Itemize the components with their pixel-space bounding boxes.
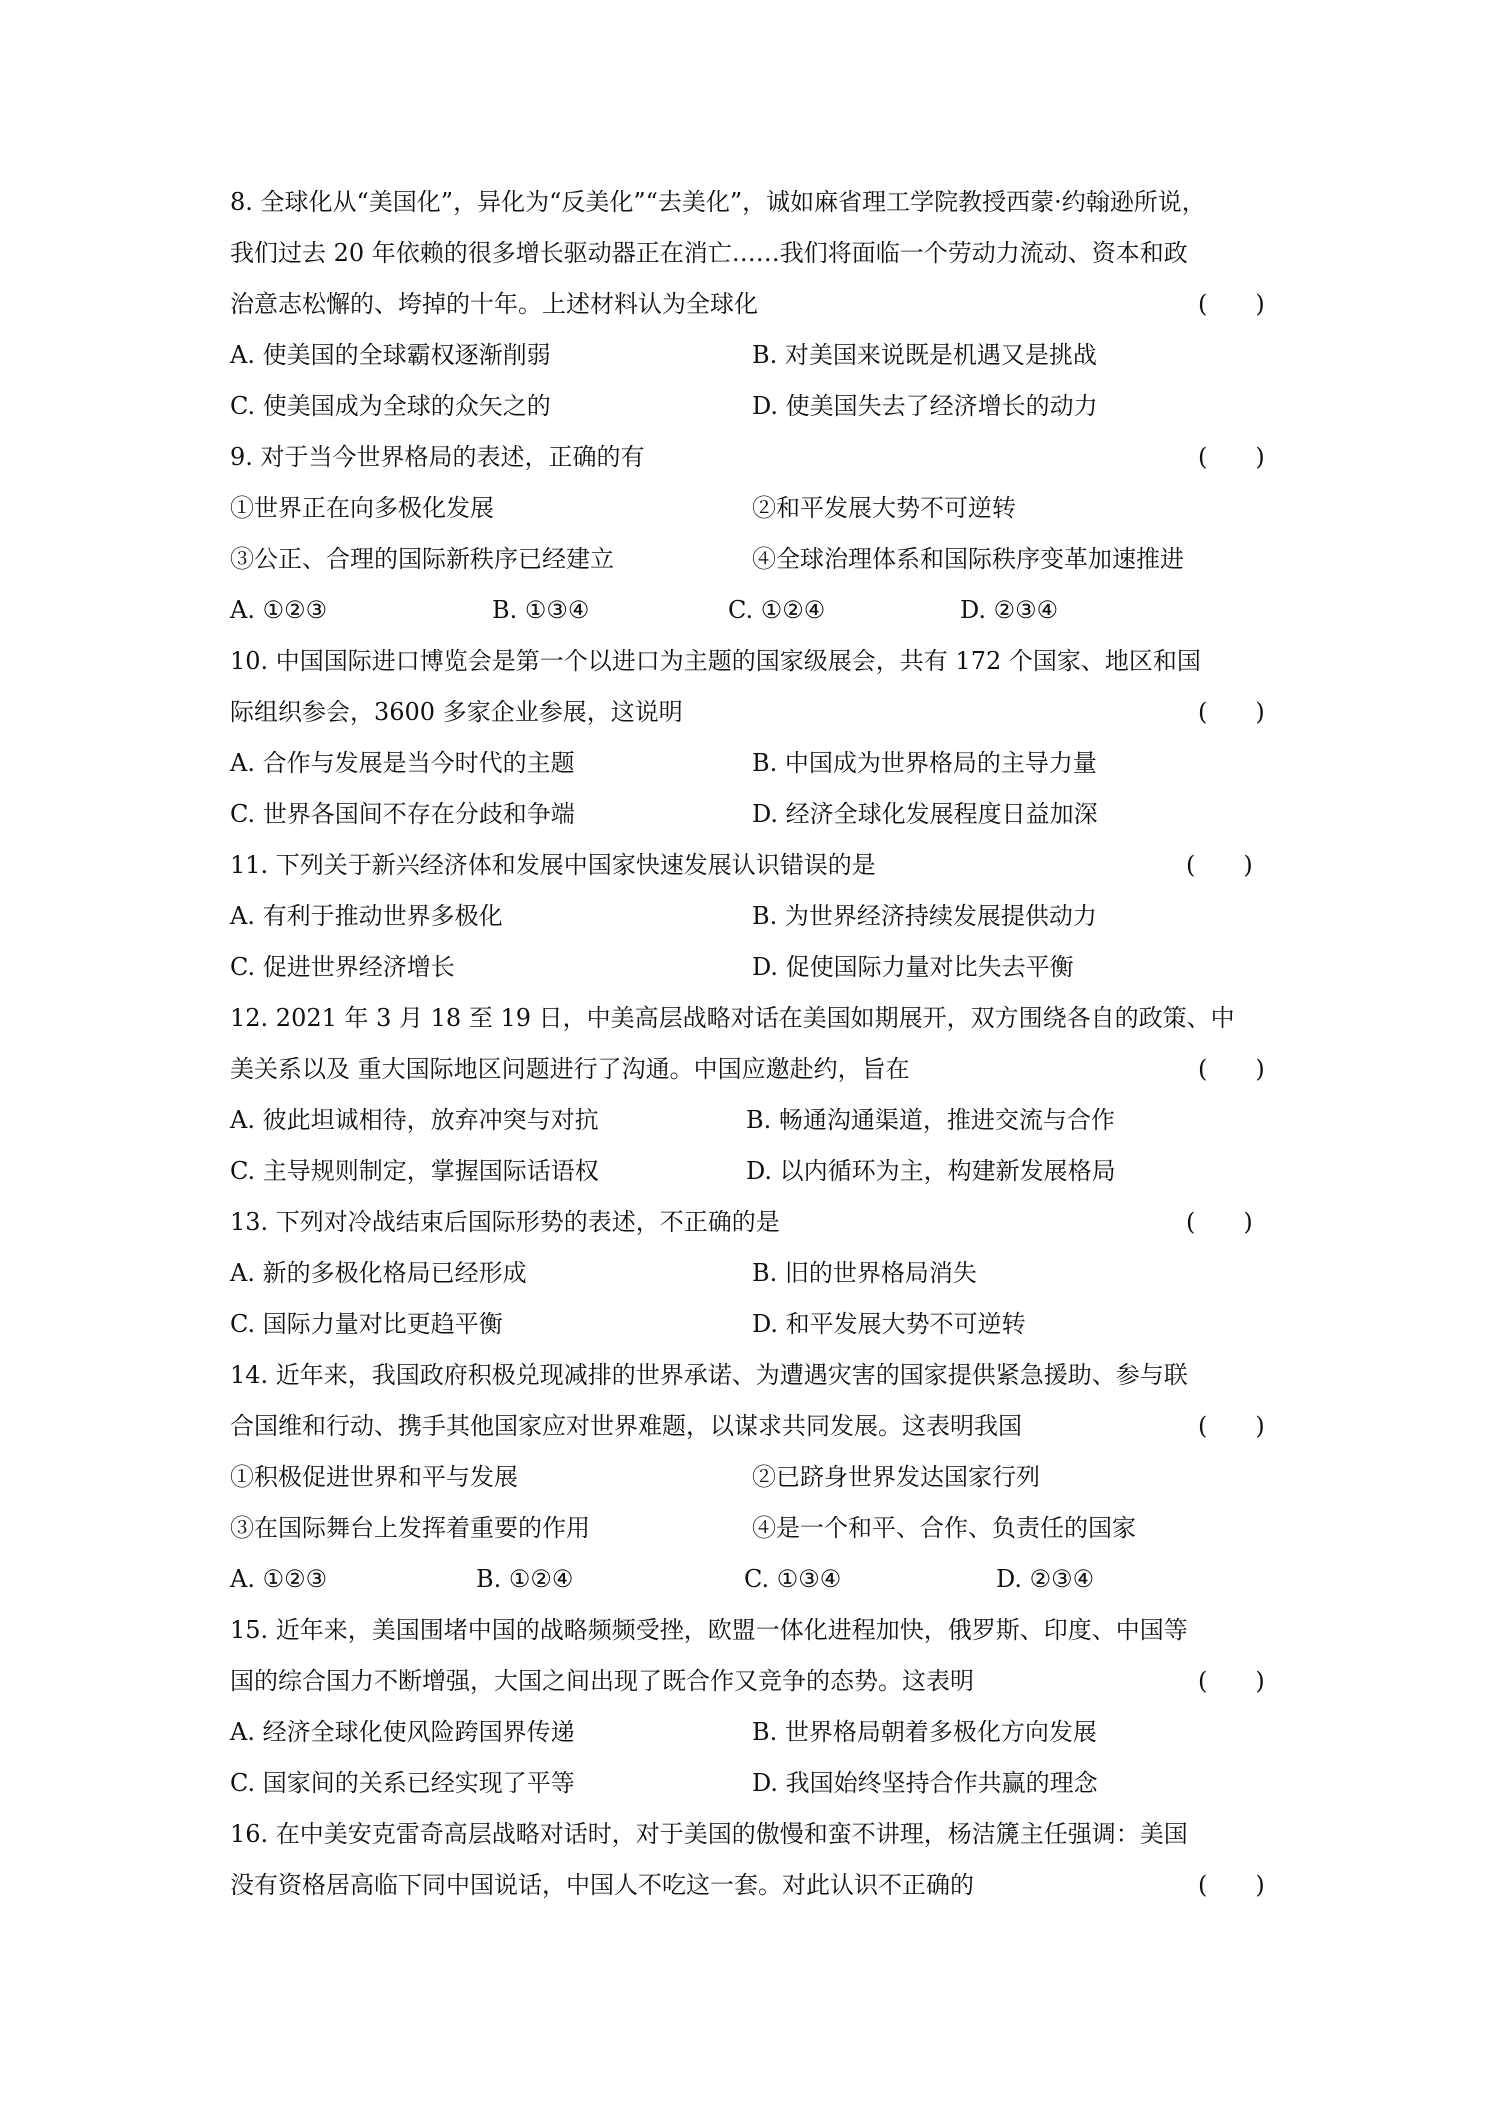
option-a: A. 有利于推动世界多极化 <box>230 902 503 930</box>
question-stem-line: 16. 在中美安克雷奇高层战略对话时，对于美国的傲慢和蛮不讲理，杨洁篪主任强调：美国 <box>230 1820 1188 1848</box>
option-row <box>230 1248 1270 1299</box>
question-13 <box>230 1197 1270 1350</box>
question-stem-line: 14. 近年来，我国政府积极兑现减排的世界承诺、为遭遇灾害的国家提供紧急援助、参与联 <box>230 1361 1188 1389</box>
question-stem-text: 9. 对于当今世界格局的表述，正确的有 <box>230 443 645 471</box>
option-row <box>230 1299 1270 1350</box>
option-a: A. 经济全球化使风险跨国界传递 <box>230 1718 575 1746</box>
option-c: C. 使美国成为全球的众矢之的 <box>230 392 551 420</box>
option-a: A. 使美国的全球霸权逐渐削弱 <box>230 341 551 369</box>
option-b: B. 中国成为世界格局的主导力量 <box>752 749 1097 777</box>
question-11 <box>230 840 1270 993</box>
statement-row <box>230 1452 1270 1503</box>
answer-blank: ( ) <box>1198 1667 1265 1695</box>
question-stem-text: 合国维和行动、携手其他国家应对世界难题，以谋求共同发展。这表明我国 <box>230 1412 1022 1440</box>
answer-blank: ( ) <box>1198 1871 1265 1899</box>
option-row <box>230 1146 1270 1197</box>
option-row <box>230 942 1270 993</box>
question-stem-line: 8. 全球化从“美国化”，异化为“反美化”“去美化”，诚如麻省理工学院教授西蒙·约翰逊所说， <box>230 188 1206 216</box>
option-row <box>230 891 1270 942</box>
option-a: A. ①②③ <box>230 1565 328 1593</box>
option-d: D. 经济全球化发展程度日益加深 <box>752 800 1098 828</box>
statement-1: ①世界正在向多极化发展 <box>230 494 494 522</box>
option-c: C. 主导规则制定，掌握国际话语权 <box>230 1157 599 1185</box>
option-b: B. 为世界经济持续发展提供动力 <box>752 902 1097 930</box>
question-stem-line <box>230 1197 1270 1248</box>
option-b: B. 对美国来说既是机遇又是挑战 <box>752 341 1097 369</box>
question-10 <box>230 636 1270 840</box>
statement-4: ④全球治理体系和国际秩序变革加速推进 <box>752 545 1184 573</box>
question-12 <box>230 993 1270 1197</box>
option-a: A. 彼此坦诚相待，放弃冲突与对抗 <box>230 1106 599 1134</box>
statement-1: ①积极促进世界和平与发展 <box>230 1463 518 1491</box>
statement-4: ④是一个和平、合作、负责任的国家 <box>752 1514 1136 1542</box>
question-stem-line <box>230 687 1270 738</box>
option-row <box>230 381 1270 432</box>
question-stem-line: 12. 2021 年 3 月 18 至 19 日，中美高层战略对话在美国如期展开，双方围绕各自的政策、中 <box>230 1004 1235 1032</box>
question-stem-line: 10. 中国国际进口博览会是第一个以进口为主题的国家级展会，共有 172 个国家、地区和国 <box>230 647 1201 675</box>
question-stem-line <box>230 1401 1270 1452</box>
option-c: C. 促进世界经济增长 <box>230 953 455 981</box>
option-c: C. 国际力量对比更趋平衡 <box>230 1310 503 1338</box>
option-d: D. ②③④ <box>996 1565 1095 1593</box>
question-stem-line <box>230 1656 1270 1707</box>
answer-blank: ( ) <box>1186 1208 1253 1236</box>
question-stem-text: 美关系以及 重大国际地区问题进行了沟通。中国应邀赴约，旨在 <box>230 1055 910 1083</box>
option-d: D. 以内循环为主，构建新发展格局 <box>746 1157 1116 1185</box>
option-c: C. ①②④ <box>728 596 826 624</box>
option-row <box>230 1758 1270 1809</box>
question-9 <box>230 432 1270 636</box>
option-d: D. ②③④ <box>960 596 1059 624</box>
question-stem-text: 治意志松懈的、垮掉的十年。上述材料认为全球化 <box>230 290 758 318</box>
question-stem-line <box>230 279 1270 330</box>
statement-3: ③公正、合理的国际新秩序已经建立 <box>230 545 614 573</box>
option-c: C. 国家间的关系已经实现了平等 <box>230 1769 575 1797</box>
option-c: C. ①③④ <box>744 1565 842 1593</box>
question-stem-text: 国的综合国力不断增强，大国之间出现了既合作又竞争的态势。这表明 <box>230 1667 974 1695</box>
question-stem-text: 13. 下列对冷战结束后国际形势的表述，不正确的是 <box>230 1208 780 1236</box>
option-a: A. ①②③ <box>230 596 328 624</box>
option-row <box>230 330 1270 381</box>
question-stem-line <box>230 432 1270 483</box>
option-d: D. 和平发展大势不可逆转 <box>752 1310 1026 1338</box>
answer-blank: ( ) <box>1198 698 1265 726</box>
option-b: B. 世界格局朝着多极化方向发展 <box>752 1718 1097 1746</box>
option-b: B. 畅通沟通渠道，推进交流与合作 <box>746 1106 1115 1134</box>
question-stem-line: 15. 近年来，美国围堵中国的战略频频受挫，欧盟一体化进程加快，俄罗斯、印度、中国等 <box>230 1616 1188 1644</box>
option-row <box>230 738 1270 789</box>
option-d: D. 我国始终坚持合作共赢的理念 <box>752 1769 1098 1797</box>
option-d: D. 促使国际力量对比失去平衡 <box>752 953 1074 981</box>
option-b: B. ①②④ <box>476 1565 574 1593</box>
question-stem-line <box>230 1044 1270 1095</box>
exam-page <box>230 177 1270 1911</box>
answer-blank: ( ) <box>1198 1055 1265 1083</box>
question-stem-line: 我们过去 20 年依赖的很多增长驱动器正在消亡……我们将面临一个劳动力流动、资本和政 <box>230 239 1188 267</box>
question-stem-text: 际组织参会，3600 多家企业参展，这说明 <box>230 698 683 726</box>
question-stem-text: 11. 下列关于新兴经济体和发展中国家快速发展认识错误的是 <box>230 851 876 879</box>
question-15 <box>230 1605 1270 1809</box>
question-14 <box>230 1350 1270 1605</box>
option-row <box>230 1554 1270 1605</box>
answer-blank: ( ) <box>1186 851 1253 879</box>
option-a: A. 新的多极化格局已经形成 <box>230 1259 527 1287</box>
question-8 <box>230 177 1270 432</box>
statement-2: ②和平发展大势不可逆转 <box>752 494 1016 522</box>
option-c: C. 世界各国间不存在分歧和争端 <box>230 800 575 828</box>
statement-2: ②已跻身世界发达国家行列 <box>752 1463 1040 1491</box>
statement-row <box>230 534 1270 585</box>
option-row <box>230 789 1270 840</box>
option-b: B. 旧的世界格局消失 <box>752 1259 977 1287</box>
option-row <box>230 1707 1270 1758</box>
statement-3: ③在国际舞台上发挥着重要的作用 <box>230 1514 590 1542</box>
answer-blank: ( ) <box>1198 290 1265 318</box>
option-b: B. ①③④ <box>492 596 590 624</box>
statement-row <box>230 483 1270 534</box>
option-row <box>230 1095 1270 1146</box>
answer-blank: ( ) <box>1198 443 1265 471</box>
option-a: A. 合作与发展是当今时代的主题 <box>230 749 575 777</box>
question-stem-text: 没有资格居高临下同中国说话，中国人不吃这一套。对此认识不正确的 <box>230 1871 974 1899</box>
question-stem-line <box>230 1860 1270 1911</box>
question-16 <box>230 1809 1270 1911</box>
answer-blank: ( ) <box>1198 1412 1265 1440</box>
option-row <box>230 585 1270 636</box>
option-d: D. 使美国失去了经济增长的动力 <box>752 392 1098 420</box>
statement-row <box>230 1503 1270 1554</box>
question-stem-line <box>230 840 1270 891</box>
